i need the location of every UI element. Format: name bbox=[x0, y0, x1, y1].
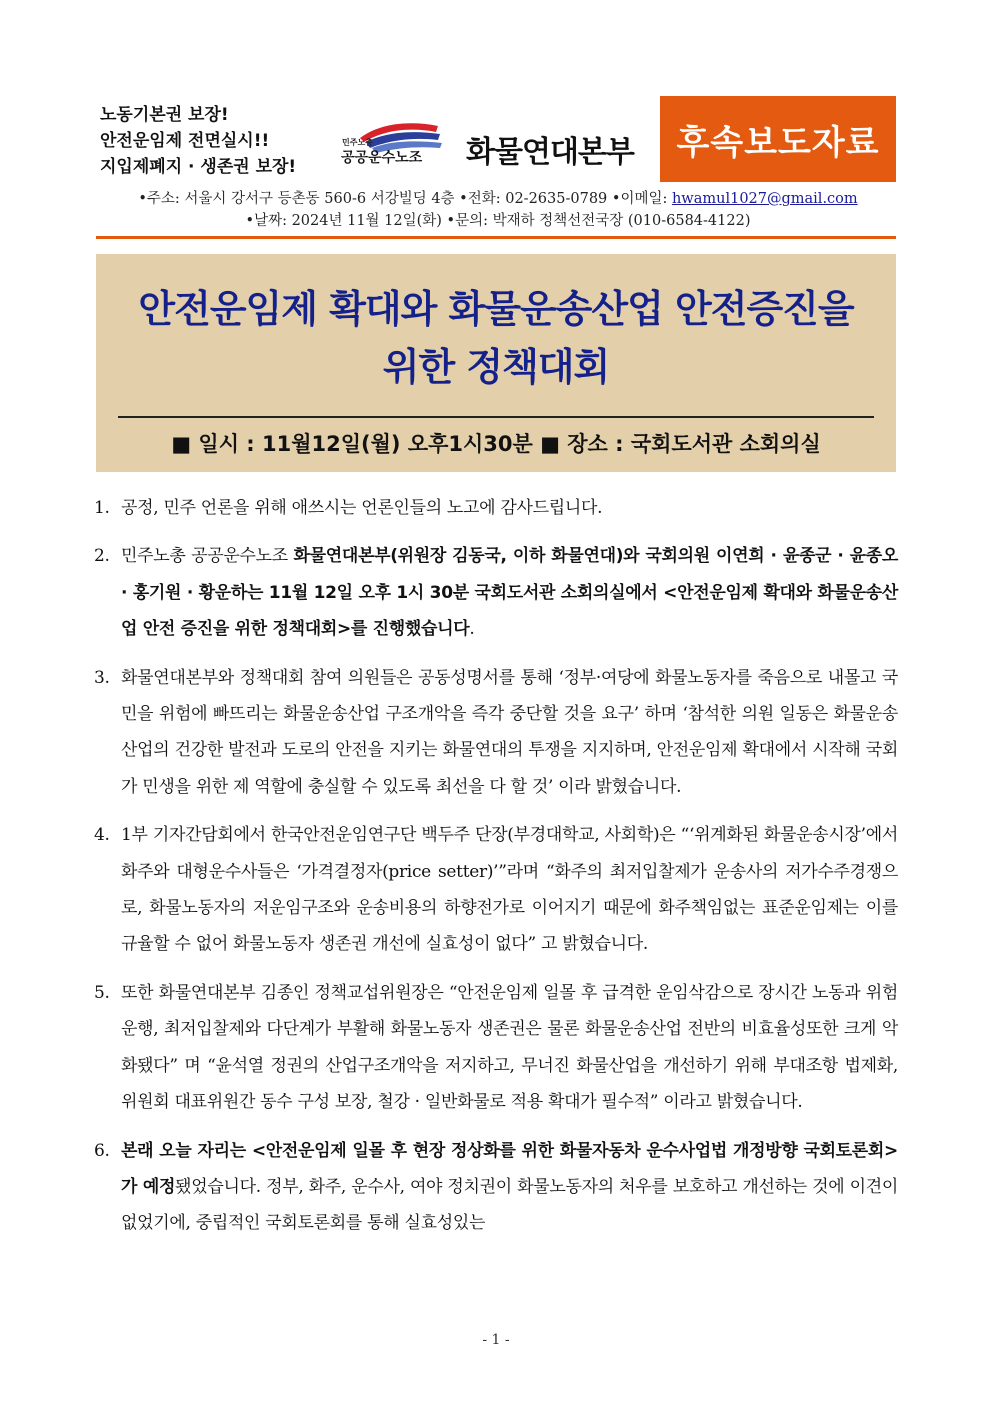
paragraph-text: 또한 화물연대본부 김종인 정책교섭위원장은 “안전운임제 일몰 후 급격한 운임삭감으로 장시간 노동과 위험운행, 최저입찰제와 다단계가 부활해 화물노동자 생존권은 물론 화물운송산업 전반의 비효율성또한 크게 악화됐다” 며 “윤석열 정권의 산업구조개악을 저지하고, 무너진 화물산업을 개선하기 위해 부대조항 법제화, 위원회 대표위원간 동수 구성 보장, 철강 · 일반화물로 적용 확대가 필수적” 이라고 밝혔습니다. bbox=[121, 982, 898, 1113]
contact-info bbox=[100, 188, 896, 232]
title-line-2: 위한 정책대회 bbox=[382, 345, 610, 389]
contact-line-1 bbox=[100, 188, 896, 210]
paragraph-number: 4. bbox=[94, 825, 110, 846]
paragraph-number: 3. bbox=[94, 667, 110, 688]
organization-name: 화물연대본부 bbox=[466, 135, 634, 170]
title-box bbox=[96, 254, 896, 472]
paragraph-text: 1부 기자간담회에서 한국안전운임연구단 백두주 단장(부경대학교, 사회학)은 “‘위계화된 화물운송시장’에서 화주와 대형운수사들은 ‘가격결정자(price setter)’”라며 “화주의 최저입찰제가 운송사의 저가수주경쟁으로, 화물노동자의 저운임구조와 운송비용의 하향전가로 이어지기 때문에 화주책임없는 표준운임제는 이를 규율할 수 없어 화물노동자 생존권 개선에 실효성이 없다” 고 밝혔습니다. bbox=[121, 825, 898, 955]
contact-address-phone: •주소: 서울시 강서구 등촌동 560-6 서강빌딩 4층 •전화: 02-2635-0789 •이메일: bbox=[138, 191, 668, 207]
paragraph-2 bbox=[94, 538, 898, 647]
slogan-3: 지입제폐지 · 생존권 보장! bbox=[100, 157, 297, 177]
paragraph-bold-text: 본래 오늘 자리는 <안전운임제 일몰 후 현장 정상화를 위한 화물자동차 운수사업법 개정방향 국회토론회>가 예정 bbox=[121, 1140, 898, 1197]
title-divider bbox=[118, 416, 874, 418]
slogan-1: 노동기본권 보장! bbox=[100, 105, 229, 125]
paragraph-number: 5. bbox=[94, 982, 110, 1003]
press-release-badge: 후속보도자료 bbox=[660, 96, 896, 182]
title-line-1: 안전운임제 확대와 화물운송산업 안전증진을 bbox=[138, 287, 854, 331]
paragraph-number: 6. bbox=[94, 1140, 110, 1161]
paragraph-text: 화물연대본부와 정책대회 참여 의원들은 공동성명서를 통해 ‘정부·여당에 화물노동자를 죽음으로 내몰고 국민을 위험에 빠뜨리는 화물운송산업 구조개악을 즉각 중단할 것을 요구’ 하며 ‘참석한 의원 일동은 화물운송산업의 건강한 발전과 도로의 안전을 지키는 화물연대의 투쟁을 지지하며, 안전운임제 확대에서 시작해 국회가 민생을 위한 제 역할에 충실할 수 있도록 최선을 다 할 것’ 이라 밝혔습니다. bbox=[121, 667, 898, 797]
paragraph-3 bbox=[94, 660, 898, 806]
header-divider bbox=[96, 236, 896, 239]
paragraph-text: 민주노총 공공운수노조 bbox=[121, 546, 294, 567]
paragraph-1 bbox=[94, 490, 898, 526]
slogans bbox=[100, 102, 330, 180]
paragraph-4 bbox=[94, 817, 898, 963]
contact-line-2: •날짜: 2024년 11월 12일(화) •문의: 박재하 정책선전국장 (010-6584-4122) bbox=[245, 213, 751, 229]
event-info: ■ 일시 : 11월12일(월) 오후1시30분 ■ 장소 : 국회도서관 소회의실 bbox=[171, 432, 821, 456]
paragraph-text: 됐었습니다. 정부, 화주, 운수사, 여야 정치권이 화물노동자의 처우를 보호하고 개선하는 것에 이견이 없었기에, 중립적인 국회토론회를 통해 실효성있는 bbox=[121, 1176, 898, 1234]
page-number: - 1 - bbox=[482, 1332, 510, 1348]
paragraph-number: 1. bbox=[94, 498, 110, 518]
paragraph-bold-text: 화물연대본부(위원장 김동국, 이하 화물연대)와 국회의원 이연희 · 윤종군 · 윤종오 · 홍기원 · 황운하는 11월 12일 오후 1시 30분 국회도서관 소회의실에서 <안전운임제 확대와 화물운송산업 안전 증진을 위한 정책대회>를 진행했습니다 bbox=[121, 546, 898, 640]
page-title bbox=[96, 280, 896, 396]
logo-subtitle: 민주노총 bbox=[342, 138, 373, 147]
paragraph-text: 공정, 민주 언론을 위해 애쓰시는 언론인들의 노고에 감사드립니다. bbox=[121, 498, 603, 518]
body-text bbox=[94, 490, 898, 1254]
paragraph-number: 2. bbox=[94, 546, 110, 567]
paragraph-5 bbox=[94, 975, 898, 1121]
slogan-2: 안전운임제 전면실시!! bbox=[100, 131, 270, 151]
email-link[interactable]: hwamul1027@gmail.com bbox=[671, 191, 858, 207]
paragraph-6 bbox=[94, 1133, 898, 1242]
paragraph-text-end: . bbox=[469, 619, 475, 640]
logo-name: 공공운수노조 bbox=[341, 150, 423, 166]
